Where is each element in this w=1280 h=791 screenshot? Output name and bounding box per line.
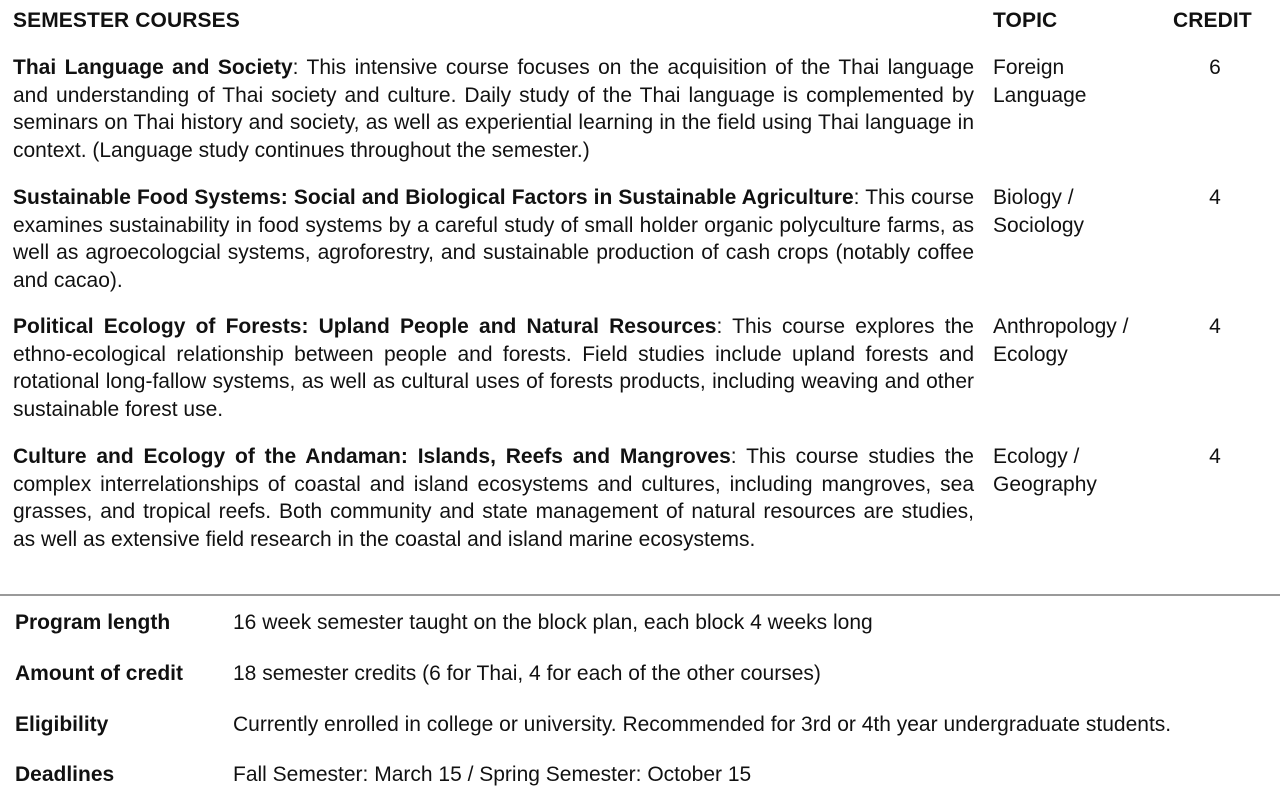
course-topic-line: Foreign: [993, 56, 1065, 79]
course-credit: 4: [1209, 315, 1221, 338]
info-value: Fall Semester: March 15 / Spring Semester: October 15: [233, 763, 752, 786]
info-label: Deadlines: [15, 763, 115, 786]
course-topic-line: Ecology /: [993, 445, 1080, 468]
course-description: [13, 313, 974, 423]
course-topic-line: Biology /: [993, 186, 1074, 209]
info-label: Eligibility: [15, 713, 109, 736]
course-description-text: : This course studies the complex interrelationships of coastal and island ecosystems and cultures, including mangroves, sea grasses, and tropical reefs. Both community and state management of natural resources are studies, as well as extensive field research in the coastal and island marine ecosystems.: [13, 445, 974, 551]
info-value: 16 week semester taught on the block plan, each block 4 weeks long: [233, 611, 873, 634]
course-description-text: : This course examines sustainability in food systems by a careful study of small holder organic polyculture farms, as well as agroecologcial systems, agroforestry, and sustainable production of cash crops (notably coffee and cacao).: [13, 186, 974, 292]
semester-courses-heading: SEMESTER COURSES: [13, 9, 240, 32]
course-topic-line: Sociology: [993, 213, 1085, 237]
course-topic: [993, 443, 1163, 498]
topic-heading: TOPIC: [993, 9, 1058, 32]
credit-heading: CREDIT: [1173, 9, 1252, 32]
course-credit: 4: [1209, 186, 1221, 209]
course-credit: 4: [1209, 445, 1221, 468]
course-description-text: : This intensive course focuses on the acquisition of the Thai language and understanding of Thai society and culture. Daily study of the Thai language is complemented by seminars on Thai history and society, as well as experiential learning in the field using Thai language in context. (Language study continues throughout the semester.): [13, 56, 975, 162]
course-description: [13, 54, 974, 164]
info-label: Amount of credit: [15, 662, 183, 685]
info-value: Currently enrolled in college or university. Recommended for 3rd or 4th year undergraduate students.: [233, 713, 1172, 736]
course-title: Culture and Ecology of the Andaman: Islands, Reefs and Mangroves: [13, 445, 731, 468]
course-topic-line: Ecology: [993, 342, 1068, 366]
course-title: Thai Language and Society: [13, 56, 293, 79]
course-topic: [993, 313, 1163, 368]
course-topic: [993, 184, 1163, 239]
course-topic-line: Geography: [993, 472, 1097, 496]
course-topic-line: Language: [993, 83, 1087, 107]
course-credit: 6: [1209, 56, 1221, 79]
course-topic-line: Anthropology /: [993, 315, 1129, 338]
info-value: 18 semester credits (6 for Thai, 4 for each of the other courses): [233, 662, 821, 685]
course-description-text: : This course explores the ethno-ecological relationship between people and forests. Field studies include upland forests and rotational long-fallow systems, as well as cultural uses of forests products, including weaving and other sustainable forest use.: [13, 315, 974, 421]
section-divider: [0, 594, 1280, 596]
course-topic: [993, 54, 1163, 109]
course-title: Sustainable Food Systems: Social and Biological Factors in Sustainable Agriculture: [13, 186, 854, 209]
course-description: [13, 184, 974, 294]
course-description: [13, 443, 974, 553]
course-title: Political Ecology of Forests: Upland People and Natural Resources: [13, 315, 717, 338]
info-label: Program length: [15, 611, 171, 634]
